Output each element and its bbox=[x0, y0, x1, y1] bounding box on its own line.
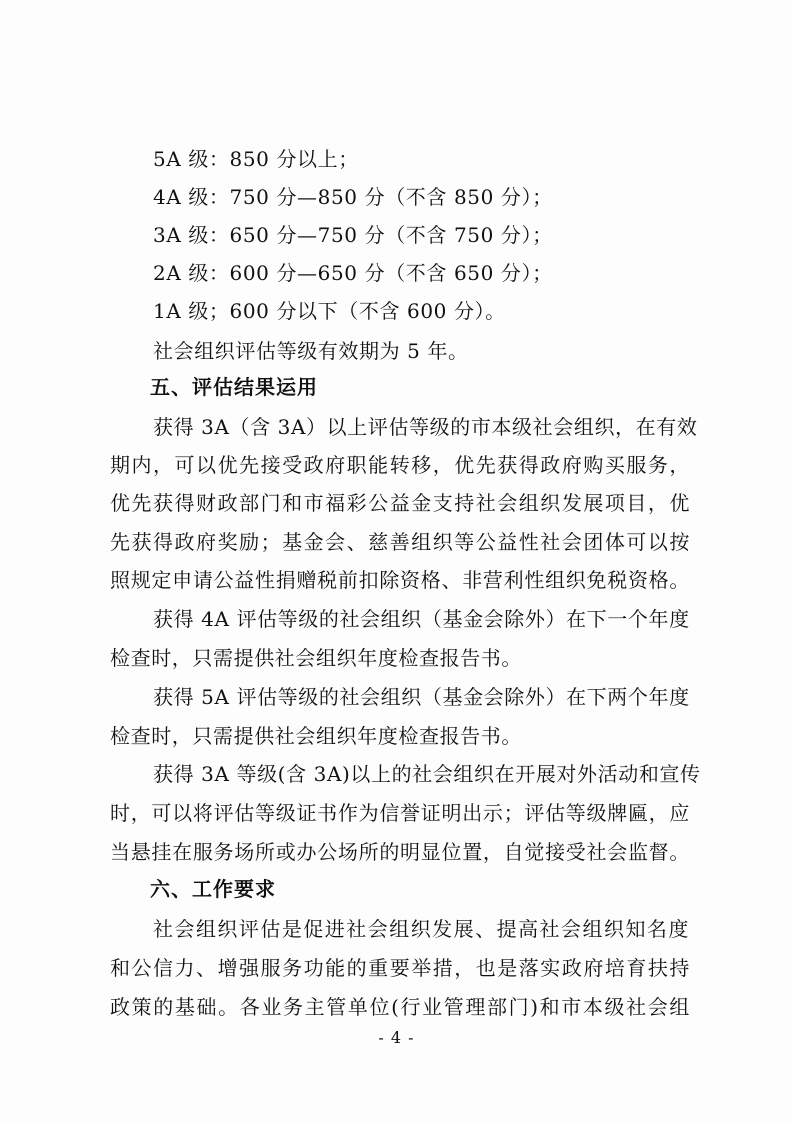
section-heading-5: 五、评估结果运用 bbox=[150, 375, 318, 399]
section-heading-6: 六、工作要求 bbox=[150, 877, 276, 901]
section6-para1-line1: 社会组织评估是促进社会组织发展、提高社会组织知名度 bbox=[153, 917, 689, 941]
grade-line-4a: 4A 级：750 分—850 分（不含 850 分）； bbox=[153, 185, 553, 209]
section5-para4-line3: 当悬挂在服务场所或办公场所的明显位置，自觉接受社会监督。 bbox=[110, 840, 690, 864]
section5-para4-line2: 时，可以将评估等级证书作为信誉证明出示；评估等级牌匾，应 bbox=[110, 801, 690, 825]
section5-para1-line3: 优先获得财政部门和市福彩公益金支持社会组织发展项目，优 bbox=[110, 491, 690, 515]
section5-para2-line1: 获得 4A 评估等级的社会组织（基金会除外）在下一个年度 bbox=[153, 607, 690, 631]
section5-para1-line4: 先获得政府奖励；基金会、慈善组织等公益性社会团体可以按 bbox=[110, 530, 690, 554]
section5-para2-line2: 检查时，只需提供社会组织年度检查报告书。 bbox=[110, 646, 522, 670]
section5-para1-line1: 获得 3A（含 3A）以上评估等级的市本级社会组织，在有效 bbox=[153, 415, 698, 439]
section5-para3-line1: 获得 5A 评估等级的社会组织（基金会除外）在下两个年度 bbox=[153, 685, 690, 709]
grade-line-5a: 5A 级：850 分以上； bbox=[153, 147, 359, 171]
grade-line-1a: 1A 级；600 分以下（不含 600 分）。 bbox=[153, 299, 506, 323]
section5-para1-line5: 照规定申请公益性捐赠税前扣除资格、非营利性组织免税资格。 bbox=[110, 568, 690, 592]
section5-para3-line2: 检查时，只需提供社会组织年度检查报告书。 bbox=[110, 724, 522, 748]
page-number: - 4 - bbox=[378, 1028, 415, 1047]
section6-para1-line2: 和公信力、增强服务功能的重要举措，也是落实政府培育扶持 bbox=[110, 956, 690, 980]
section5-para1-line2: 期内，可以优先接受政府职能转移，优先获得政府购买服务， bbox=[110, 453, 690, 477]
validity-line: 社会组织评估等级有效期为 5 年。 bbox=[153, 339, 469, 363]
section6-para1-line3: 政策的基础。各业务主管单位(行业管理部门)和市本级社会组 bbox=[110, 995, 690, 1019]
section5-para4-line1: 获得 3A 等级(含 3A)以上的社会组织在开展对外活动和宣传 bbox=[153, 762, 701, 786]
grade-line-3a: 3A 级：650 分—750 分（不含 750 分）； bbox=[153, 223, 553, 247]
grade-line-2a: 2A 级：600 分—650 分（不含 650 分）； bbox=[153, 261, 553, 285]
